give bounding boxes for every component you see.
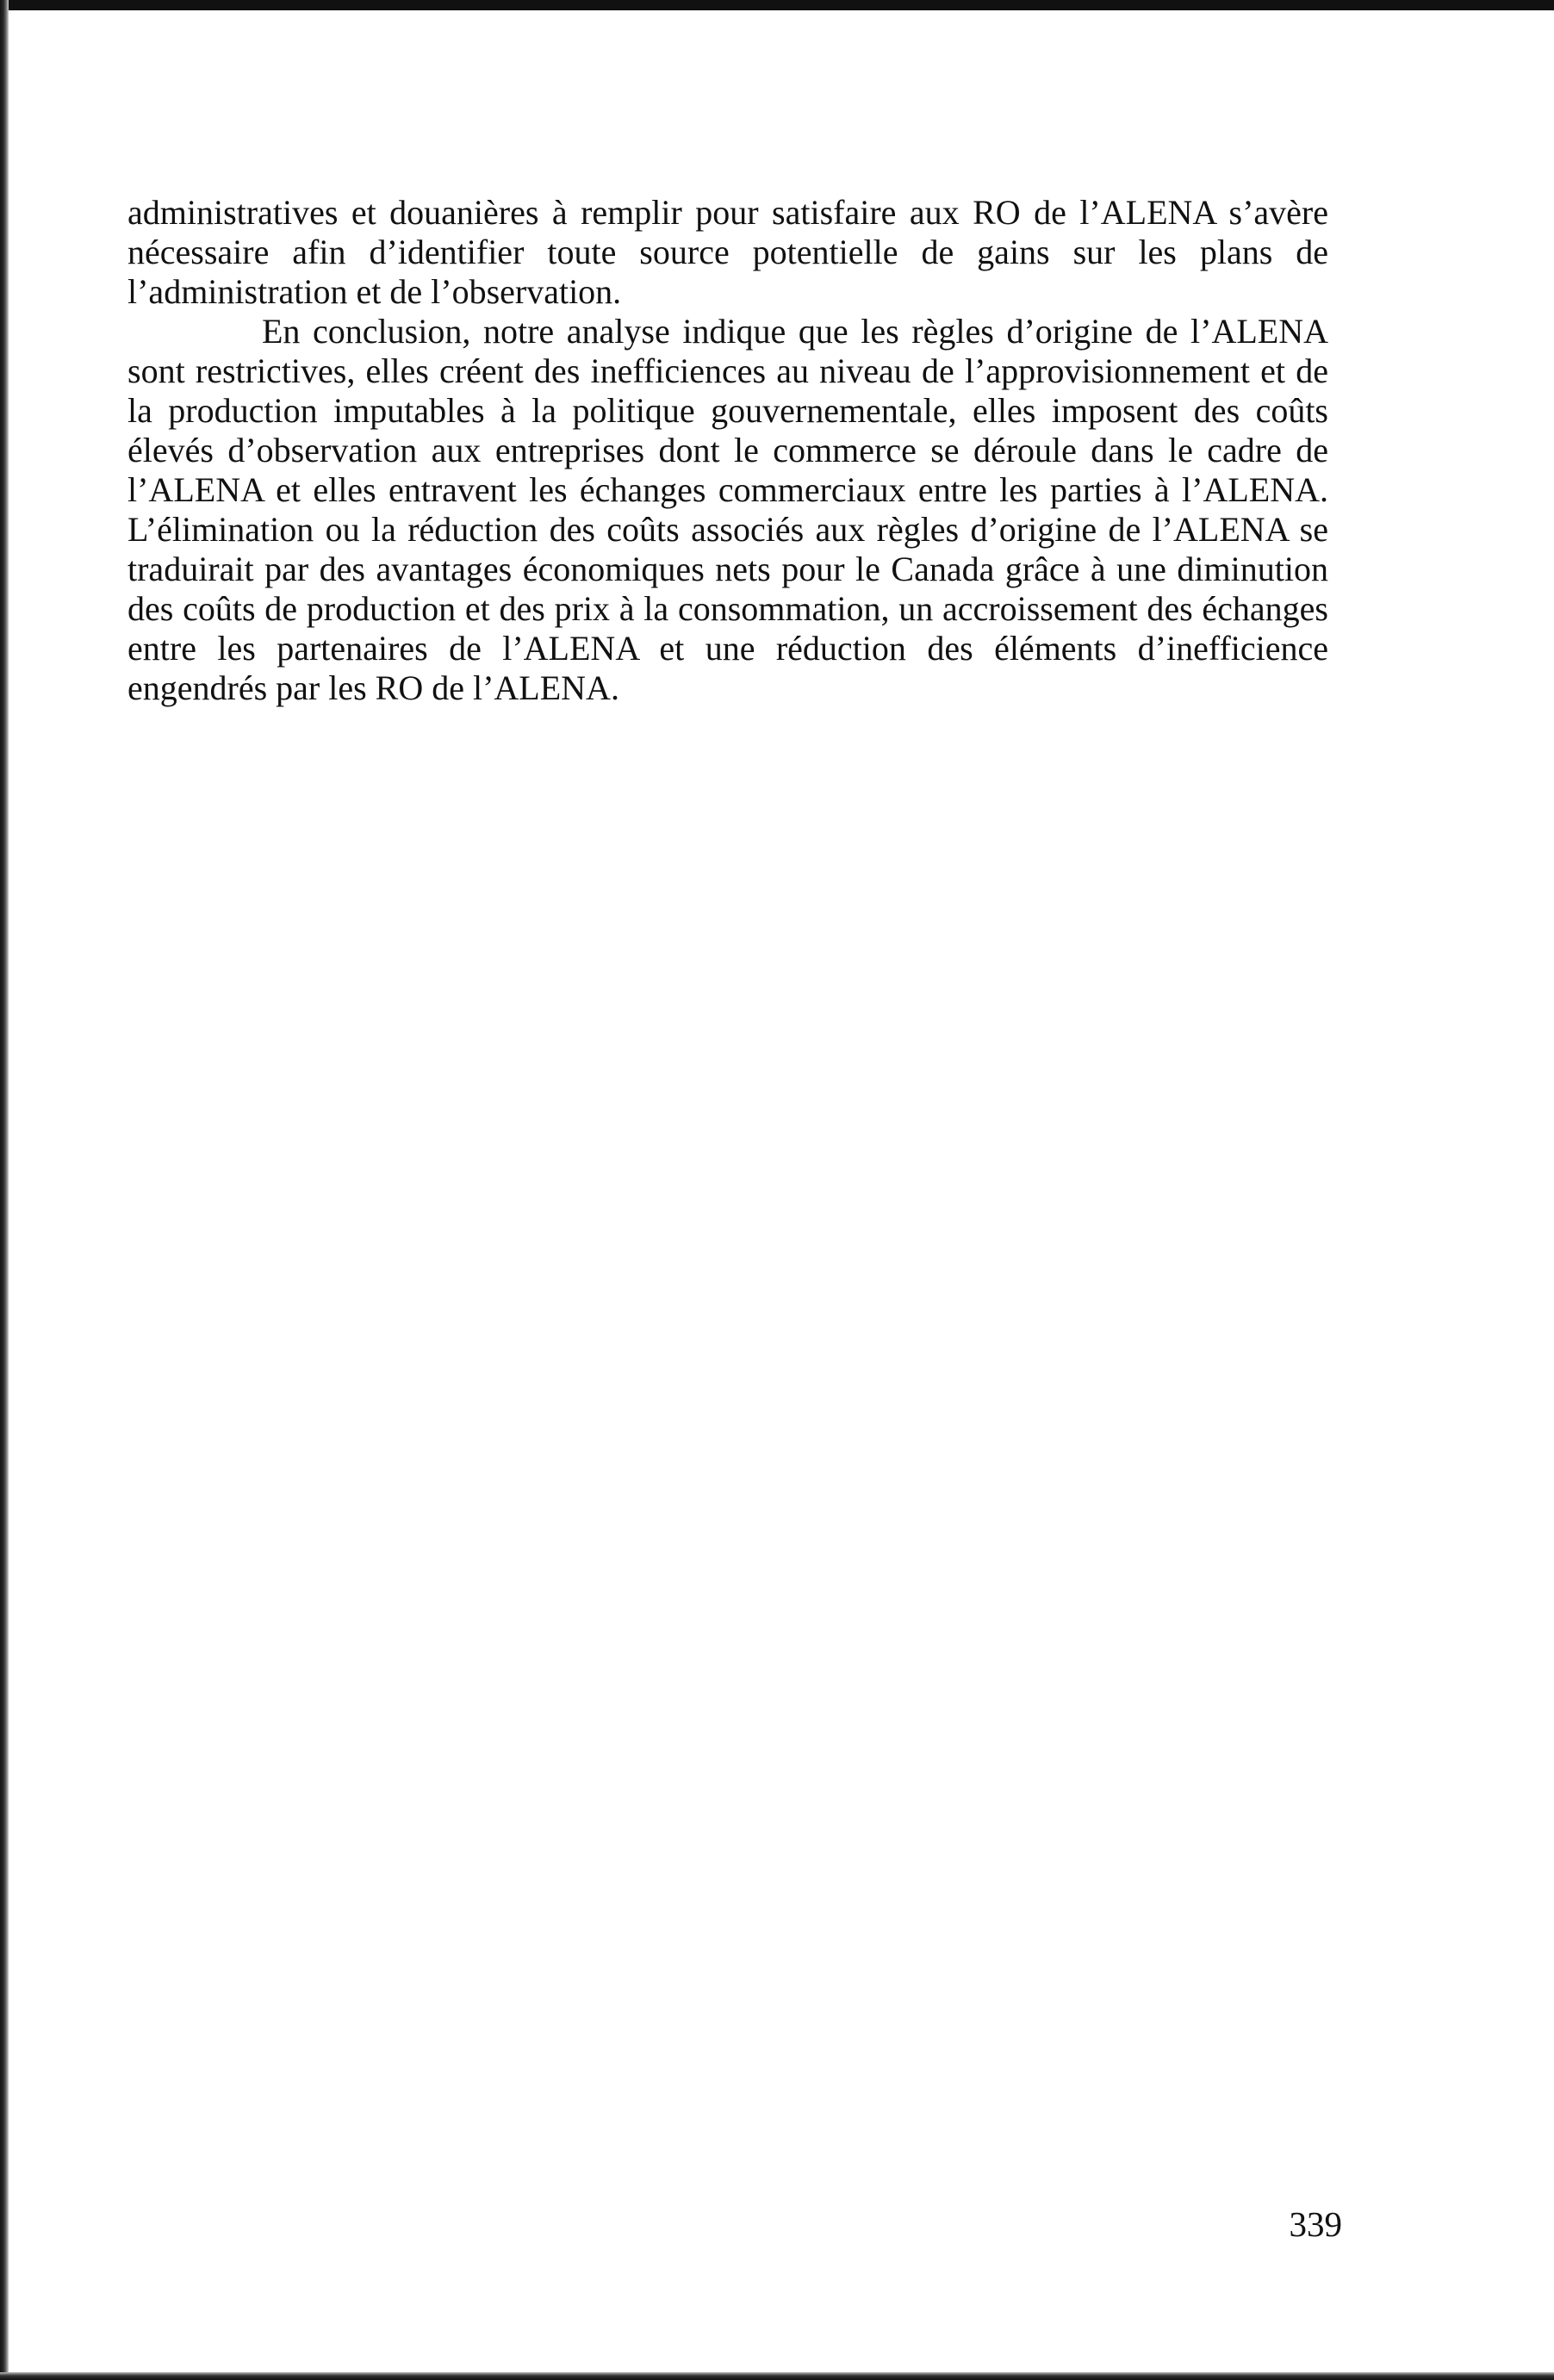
paragraph-conclusion: En conclusion, notre analyse indique que les règles d’origine de l’ALENA sont restrictives, elles créent des inefficiences au niveau de l’approvisionnement et de la production imputables à la politique gouvernementale, elles imposent des coûts élevés d’observation aux entreprises dont le commerce se déroule dans le cadre de l’ALENA et elles entravent les échanges commerciaux entre les parties à l’ALENA. L’élimination ou la réduction des coûts associés aux règles d’origine de l’ALENA se traduirait par des avantages économiques nets pour le Canada grâce à une diminution des coûts de production et des prix à la consommation, un accroissement des échanges entre les partenaires de l’ALENA et une réduction des éléments d’inefficience engendrés par les RO de l’ALENA. (127, 312, 1328, 707)
body-text (127, 193, 1328, 708)
page-number: 339 (1289, 2204, 1342, 2244)
scan-edge-left (0, 0, 9, 2380)
paragraph-continuation: administratives et douanières à remplir pour satisfaire aux RO de l’ALENA s’avère nécessaire afin d’identifier toute source potentielle de gains sur les plans de l’administration et de l’observation. (127, 193, 1328, 311)
scan-edge-bottom (0, 2372, 1554, 2380)
scan-edge-top (0, 0, 1554, 10)
